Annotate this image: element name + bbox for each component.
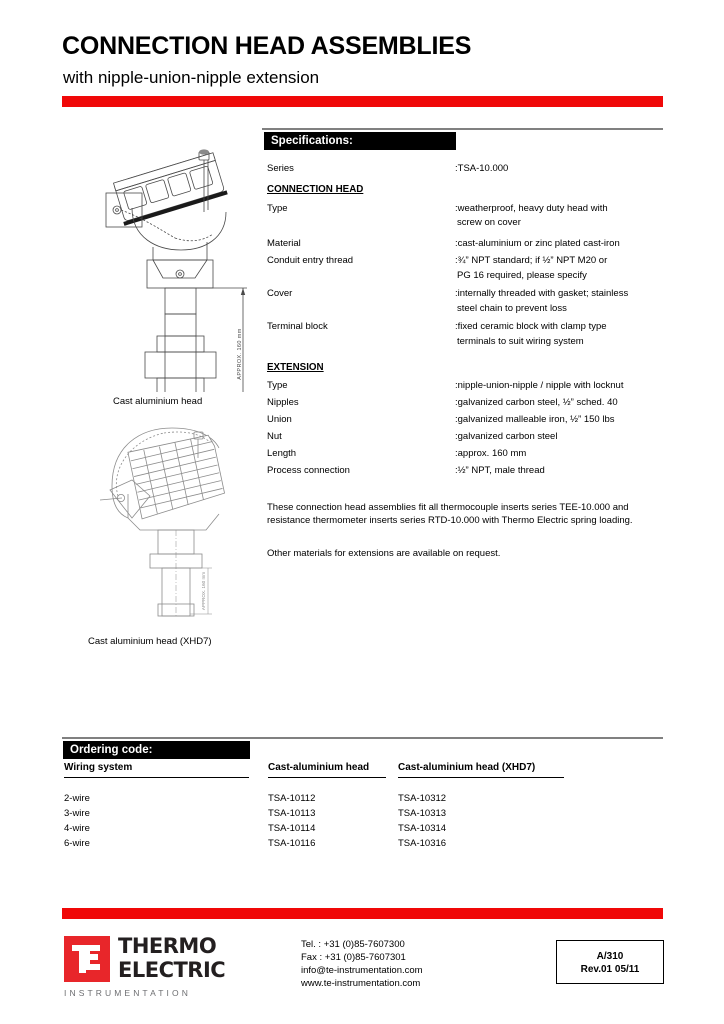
page-title: CONNECTION HEAD ASSEMBLIES — [62, 32, 472, 60]
specifications-note-2: Other materials for extensions are available on request. — [267, 548, 501, 559]
ordering-banner: Ordering code: — [63, 741, 250, 759]
spec-label-length: Length — [267, 448, 297, 459]
specifications-banner: Specifications: — [264, 132, 456, 150]
spec-label-series: Series — [267, 163, 294, 174]
spec-label-nipples: Nipples — [267, 397, 299, 408]
spec-label-terminal-block: Terminal block — [267, 321, 328, 332]
spec-label-union: Union — [267, 414, 292, 425]
footer-accent-bar — [62, 908, 663, 919]
specifications-rule — [262, 128, 663, 130]
spec-label-nut: Nut — [267, 431, 282, 442]
thermo-electric-logo-mark — [64, 936, 110, 982]
ordering-underline-1 — [64, 777, 249, 778]
spec-value-type-cont: screw on cover — [457, 217, 521, 228]
ordering-column-header-cast-aluminium-head-xhd7: Cast-aluminium head (XHD7) — [398, 762, 536, 773]
spec-label-process-connection: Process connection — [267, 465, 350, 476]
contact-website[interactable]: www.te-instrumentation.com — [301, 978, 421, 989]
spec-value-cover-cont: steel chain to prevent loss — [457, 303, 567, 314]
drawing-caption-1: Cast aluminium head — [113, 396, 203, 407]
ordering-rule — [62, 737, 663, 739]
table-row: TSA-10113 — [268, 808, 316, 819]
spec-label-material: Material — [267, 238, 301, 249]
ordering-underline-3 — [398, 777, 564, 778]
spec-value-material: :cast-aluminium or zinc plated cast-iron — [455, 238, 620, 249]
document-revision-box — [556, 940, 664, 984]
drawing-caption-2: Cast aluminium head (XHD7) — [88, 636, 212, 647]
table-row: TSA-10312 — [398, 793, 447, 804]
spec-value-ext-type: :nipple-union-nipple / nipple with locknut — [455, 380, 624, 391]
logo-word-electric: ELECTRIC — [118, 958, 226, 982]
spec-value-series: :TSA-10.000 — [455, 163, 509, 174]
table-row: TSA-10112 — [268, 793, 316, 804]
header-accent-bar — [62, 96, 663, 107]
spec-value-length: :approx. 160 mm — [455, 448, 527, 459]
ordering-underline-2 — [268, 777, 386, 778]
spec-heading-extension: EXTENSION — [267, 362, 324, 373]
spec-value-union: :galvanized malleable iron, ½” 150 lbs — [455, 414, 615, 425]
table-row: 4-wire — [64, 823, 90, 834]
table-row: 6-wire — [64, 838, 90, 849]
spec-value-type: :weatherproof, heavy duty head with — [455, 203, 608, 214]
spec-label-type: Type — [267, 203, 288, 214]
spec-value-nipples: :galvanized carbon steel, ½” sched. 40 — [455, 397, 618, 408]
dimension-label: APPROX. 160 mm — [237, 328, 243, 380]
table-row: TSA-10114 — [268, 823, 316, 834]
logo-word-thermo: THERMO — [118, 934, 217, 958]
spec-label-conduit-entry-thread: Conduit entry thread — [267, 255, 354, 266]
contact-tel: Tel. : +31 (0)85-7607300 — [301, 939, 405, 950]
spec-value-conduit-entry-thread-cont: PG 16 required, please specify — [457, 270, 587, 281]
spec-value-nut: :galvanized carbon steel — [455, 431, 558, 442]
table-row: TSA-10316 — [398, 838, 447, 849]
table-row: TSA-10313 — [398, 808, 447, 819]
spec-label-ext-type: Type — [267, 380, 288, 391]
product-drawing-cast-aluminium-head-xhd7 — [88, 418, 268, 628]
document-revision: Rev.01 05/11 — [580, 964, 640, 975]
ordering-column-header-wiring-system: Wiring system — [64, 762, 133, 773]
spec-value-cover: :internally threaded with gasket; stainless — [455, 288, 629, 299]
table-row: TSA-10116 — [268, 838, 316, 849]
spec-value-conduit-entry-thread: :¾” NPT standard; if ½” NPT M20 or — [455, 255, 608, 266]
table-row: 3-wire — [64, 808, 90, 819]
document-code: A/310 — [596, 951, 624, 962]
contact-fax: Fax : +31 (0)85-7607301 — [301, 952, 406, 963]
product-drawing-cast-aluminium-head — [95, 142, 265, 392]
specifications-note-1: These connection head assemblies fit all thermocouple inserts series TEE-10.000 and resistance thermometer inserts series RTD-10.000 with Thermo Electric spring loading. — [267, 502, 633, 526]
spec-label-cover: Cover — [267, 288, 293, 299]
dimension-label-2: APPROX. 160 mm — [201, 571, 206, 611]
spec-value-terminal-block-cont: terminals to suit wiring system — [457, 336, 584, 347]
spec-value-process-connection: :½” NPT, male thread — [455, 465, 545, 476]
spec-value-terminal-block: :fixed ceramic block with clamp type — [455, 321, 607, 332]
page-subtitle: with nipple-union-nipple extension — [63, 68, 320, 87]
table-row: TSA-10314 — [398, 823, 447, 834]
contact-email[interactable]: info@te-instrumentation.com — [301, 965, 423, 976]
logo-word-instrumentation: INSTRUMENTATION — [64, 988, 191, 998]
spec-heading-connection-head: CONNECTION HEAD — [267, 184, 364, 195]
table-row: 2-wire — [64, 793, 90, 804]
ordering-column-header-cast-aluminium-head: Cast-aluminium head — [268, 762, 370, 773]
